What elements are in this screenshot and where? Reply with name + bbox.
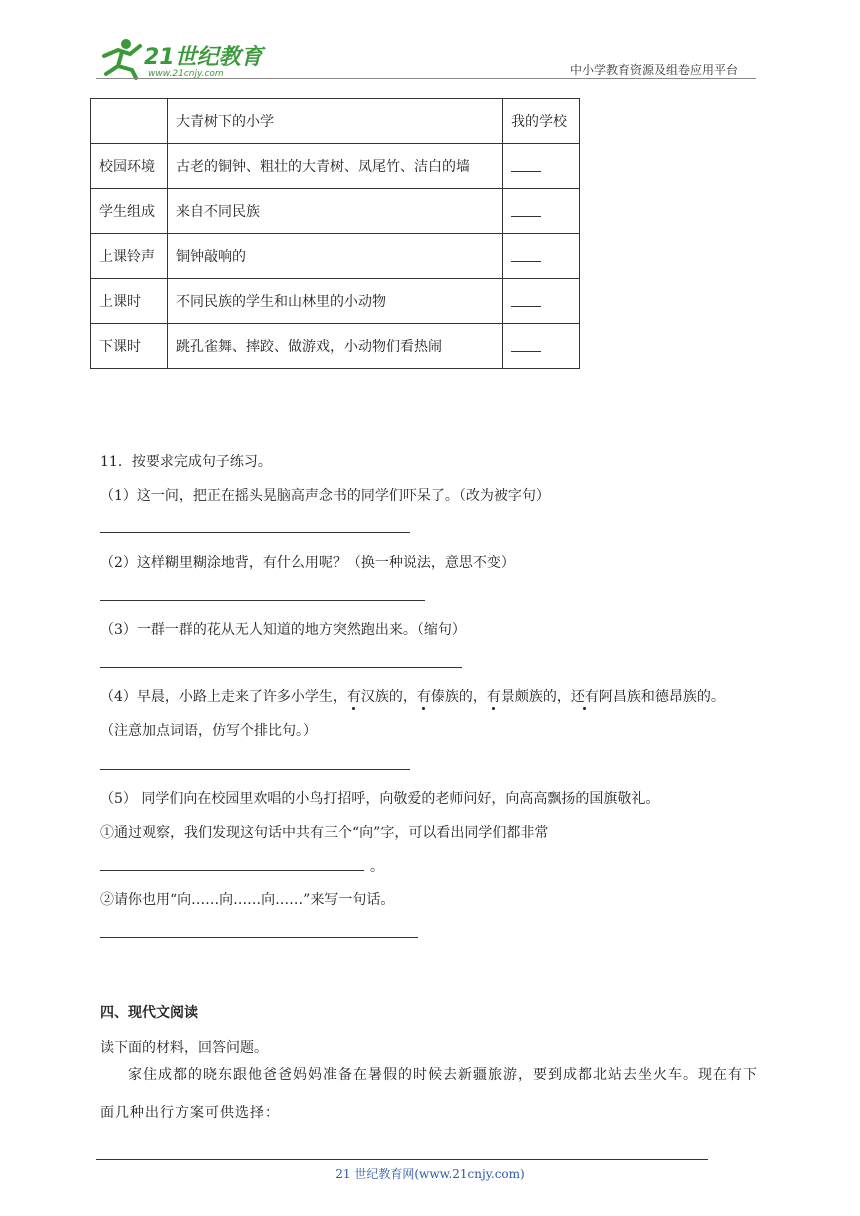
table-row — [91, 234, 580, 279]
sentence-4-prompt — [100, 686, 725, 706]
sentence-2-prompt: （2）这样糊里糊涂地背，有什么用呢？（换一种说法，意思不变） — [100, 555, 515, 571]
answer-blank[interactable] — [511, 337, 541, 352]
logo-text: 21世纪教育 — [144, 45, 263, 70]
dotted-word: 有 — [346, 689, 361, 705]
sentence-1-prompt: （1）这一问，把正在摇头晃脑高声念书的同学们吓呆了。（改为被字句） — [100, 488, 550, 504]
row-desc: 来自不同民族 — [168, 189, 503, 234]
reading-paragraph: 家住成都的晓东跟他爸爸妈妈准备在暑假的时候去新疆旅游，要到成都北站去坐火车。现在有下面几种出行方案可供选择： — [100, 1067, 758, 1121]
answer-line-5a[interactable] — [100, 870, 364, 871]
s4-part: 景颇族的， — [500, 689, 571, 705]
section-4-title: 四、现代文阅读 — [100, 1005, 198, 1021]
answer-blank[interactable] — [511, 247, 541, 262]
row-label: 上课时 — [91, 279, 168, 324]
row-label: 校园环境 — [91, 144, 168, 189]
site-logo — [96, 36, 266, 80]
row-label: 下课时 — [91, 324, 168, 369]
answer-line-4[interactable] — [100, 769, 410, 770]
row-label: 学生组成 — [91, 189, 168, 234]
table-header-cell: 大青树下的小学 — [168, 99, 503, 144]
table-row — [91, 144, 580, 189]
table-row — [91, 189, 580, 234]
answer-line-2[interactable] — [100, 600, 425, 601]
answer-line-1[interactable] — [100, 532, 410, 533]
sentence-5-prompt: （5） 同学们向在校园里欢唱的小鸟打招呼，向敬爱的老师问好，向高高飘扬的国旗敬礼。 — [100, 791, 660, 807]
row-desc: 不同民族的学生和山林里的小动物 — [168, 279, 503, 324]
section-4-intro: 读下面的材料，回答问题。 — [100, 1040, 268, 1056]
row-desc: 古老的铜钟、粗壮的大青树、凤尾竹、洁白的墙 — [168, 144, 503, 189]
sentence-5a-end: 。 — [370, 859, 384, 875]
table-header-row — [91, 99, 580, 144]
dotted-word: 有 — [416, 689, 431, 705]
answer-blank[interactable] — [511, 157, 541, 172]
footer-divider — [96, 1159, 708, 1160]
row-desc: 跳孔雀舞、摔跤、做游戏，小动物们看热闹 — [168, 324, 503, 369]
comparison-table — [90, 98, 580, 369]
dotted-word: 有 — [486, 689, 501, 705]
answer-cell — [503, 279, 580, 324]
footer-text: 21 世纪教育网(www.21cnjy.com) — [335, 1167, 525, 1181]
answer-cell — [503, 144, 580, 189]
answer-cell — [503, 189, 580, 234]
answer-cell — [503, 234, 580, 279]
header-divider — [96, 78, 756, 79]
answer-line-3[interactable] — [100, 667, 462, 668]
sentence-5b-prompt: ②请你也用“向……向……向……”来写一句话。 — [100, 892, 395, 908]
table-row — [91, 324, 580, 369]
table-header-cell: 我的学校 — [503, 99, 580, 144]
answer-blank[interactable] — [511, 292, 541, 307]
dotted-word: 还有 — [570, 689, 599, 705]
answer-line-5b[interactable] — [100, 937, 418, 938]
row-label: 上课铃声 — [91, 234, 168, 279]
sentence-3-prompt: （3）一群一群的花从无人知道的地方突然跑出来。（缩句） — [100, 622, 466, 638]
sentence-5a-prompt: ①通过观察，我们发现这句话中共有三个“向”字，可以看出同学们都非常 — [100, 825, 549, 841]
table-row — [91, 279, 580, 324]
s4-part: 汉族的， — [360, 689, 417, 705]
row-desc: 铜钟敲响的 — [168, 234, 503, 279]
answer-blank[interactable] — [511, 202, 541, 217]
logo-url: www.21cnjy.com — [148, 69, 224, 79]
s4-part: 阿昌族和德昂族的。 — [598, 689, 725, 705]
sentence-4-note: （注意加点词语，仿写个排比句。） — [100, 723, 317, 739]
s4-part: 傣族的， — [430, 689, 487, 705]
table-header-cell — [91, 99, 168, 144]
answer-cell — [503, 324, 580, 369]
question-11-title: 11．按要求完成句子练习。 — [100, 454, 272, 470]
running-figure-icon — [104, 39, 140, 78]
platform-label: 中小学教育资源及组卷应用平台 — [570, 63, 739, 77]
s4-part: （4）早晨，小路上走来了许多小学生， — [100, 689, 347, 705]
